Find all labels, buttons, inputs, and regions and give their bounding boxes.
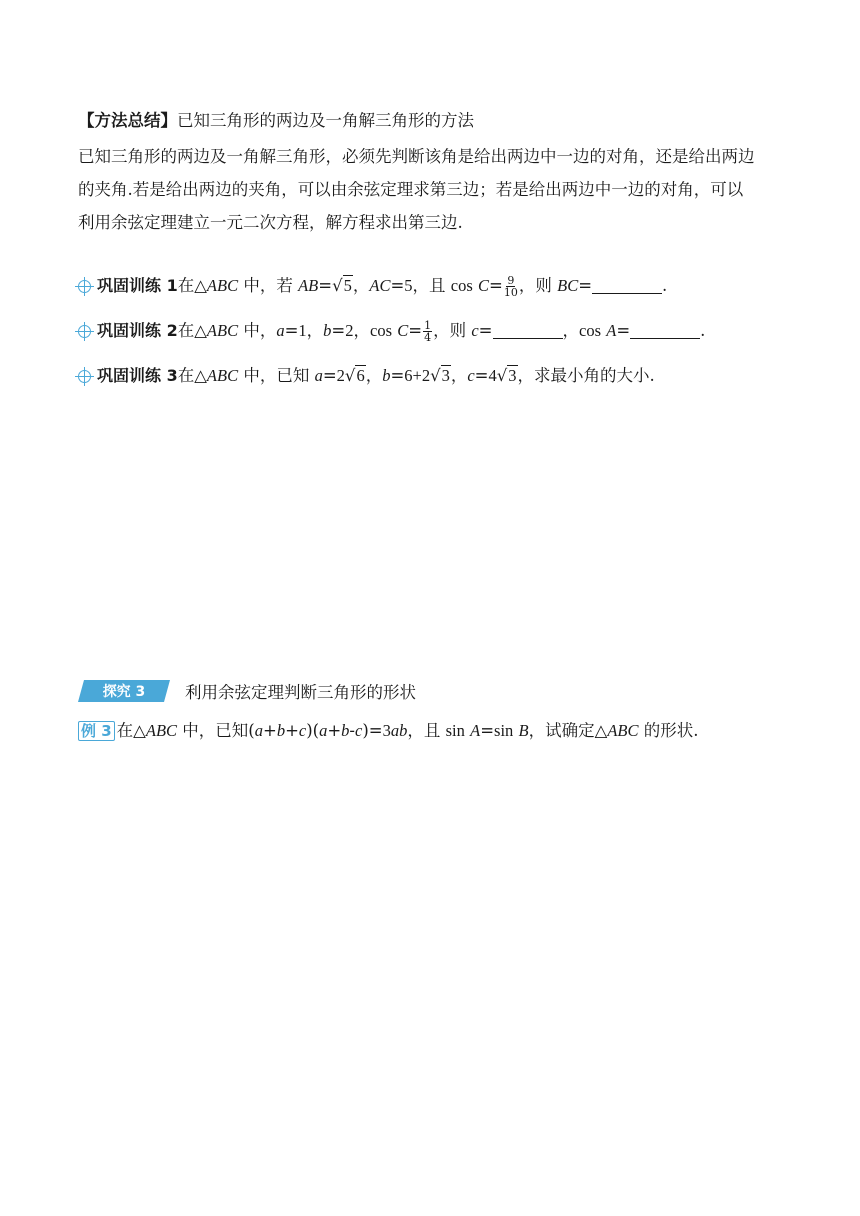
exercise-1-label: 巩固训练 1 bbox=[97, 276, 178, 295]
fraction: $\frac{1}{4}$ bbox=[424, 319, 432, 344]
exercise-1: 巩固训练 1在△ABC 中，若 AB=√5，AC=5，且 cos C= $\frac{9}{10}$ ，则 BC= . bbox=[78, 275, 667, 298]
target-icon bbox=[78, 370, 91, 383]
exercise-3: 巩固训练 3在△ABC 中，已知 a=2√6，b=6+2√3，c=4√3，求最小角的大小. bbox=[78, 365, 655, 387]
method-line-1: 已知三角形的两边及一角解三角形，必须先判断该角是给出两边中一边的对角，还是给出两边 bbox=[78, 147, 755, 166]
explore-title: 利用余弦定理判断三角形的形状 bbox=[185, 683, 416, 702]
example-badge: 例 3 bbox=[78, 721, 115, 741]
exercise-2-label: 巩固训练 2 bbox=[97, 321, 178, 340]
target-icon bbox=[78, 325, 91, 338]
answer-blank[interactable] bbox=[630, 322, 700, 339]
method-heading bbox=[78, 110, 474, 132]
answer-blank[interactable] bbox=[592, 277, 662, 294]
method-line-3: 利用余弦定理建立一元二次方程，解方程求出第三边. bbox=[78, 213, 463, 232]
example-3: 例 3 在△ABC 中，已知(a+b+c)(a+b-c)=3ab，且 sin A=sin B，试确定△ABC 的形状. bbox=[78, 720, 699, 742]
method-line-2: 的夹角.若是给出两边的夹角，可以由余弦定理求第三边；若是给出两边中一边的对角，可以 bbox=[78, 180, 744, 199]
exercise-3-label: 巩固训练 3 bbox=[97, 366, 178, 385]
method-title: 已知三角形的两边及一角解三角形的方法 bbox=[177, 111, 474, 130]
explore-badge-label: 探究 3 bbox=[102, 684, 146, 700]
answer-blank[interactable] bbox=[493, 322, 563, 339]
explore-badge bbox=[78, 680, 170, 702]
method-label: 【方法总结】 bbox=[78, 111, 177, 130]
exercise-2: 巩固训练 2在△ABC 中，a=1，b=2，cos C= $\frac{1}{4}$ ，则 c= ，cos A= . bbox=[78, 320, 705, 343]
target-icon bbox=[78, 280, 91, 293]
fraction: $\frac{9}{10}$ bbox=[503, 274, 518, 299]
